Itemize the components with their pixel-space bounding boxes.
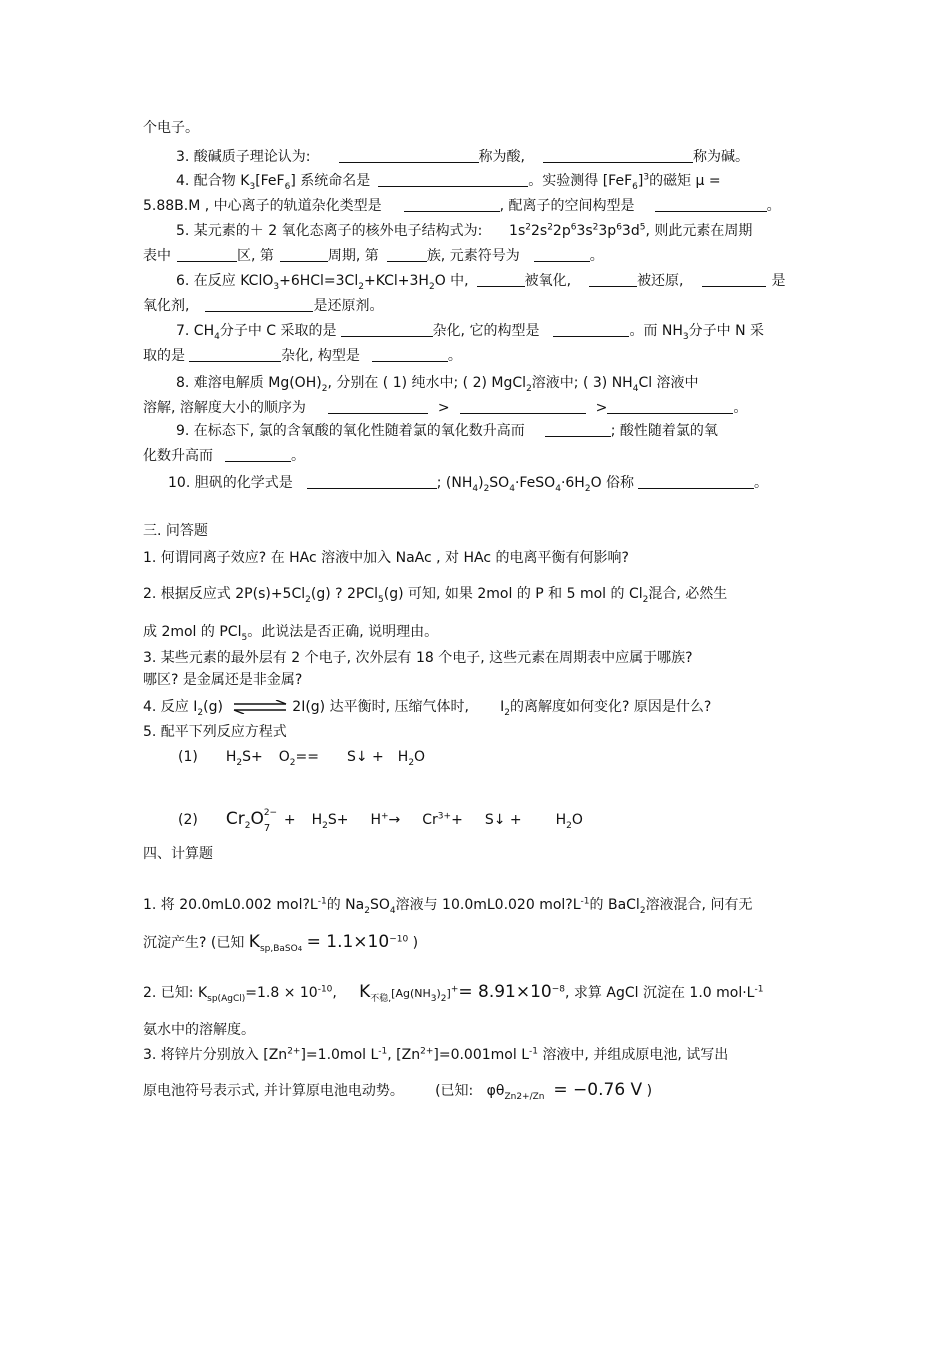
section-3-title: 三. 问答题 xyxy=(143,523,208,539)
question-7-line1: 7. $CH_4$分子中 C 采取的是 杂化, 它的构型是 。而 $NH_3$分子中 N 采 xyxy=(176,323,765,341)
question-10: 10. 胆矾的化学式是 ; $(NH_4)_2SO_4\cdot FeSO_4\cdot 6H_2O$ 俗称 。 xyxy=(168,475,769,493)
section-4-q2-line2: 氨水中的溶解度。 xyxy=(143,1022,255,1038)
question-6-line1: 6. 在反应 $KClO_3+6HCl=3Cl_2+KCl+3H_2O$ 中, 被氧化, 被还原, 是 xyxy=(176,273,786,291)
section-3-q2-line2: 成 2mol 的 PCl$_5$。此说法是否正确, 说明理由。 xyxy=(143,624,439,642)
question-9-line1: 9. 在标态下, 氯的含氧酸的氧化性随着氯的氧化数升高而 ; 酸性随着氯的氧 xyxy=(176,423,718,439)
question-4-line1: 4. 配合物 $K_3[FeF_6]$ 系统命名是 。实验测得 $[FeF_6]^3$的磁矩 μ = xyxy=(176,172,721,191)
question-5-line1: 5. 某元素的＋ 2 氧化态离子的核外电子结构式为: $1s^22s^22p^63s^23p^63d^5$, 则此元素在周期 xyxy=(176,222,753,239)
question-7-line2: 取的是 杂化, 构型是 。 xyxy=(143,348,462,364)
section-4-q3-line2: 原电池符号表示式, 并计算原电池电动势。 (已知: $\varphi\theta_{Zn2+/Zn} = -0.76$ V ) xyxy=(143,1080,653,1102)
section-3-q1: 1. 何谓同离子效应? 在 HAc 溶液中加入 NaAc , 对 HAc 的电离平衡有何影响? xyxy=(143,550,629,566)
question-4-line2: 5.88B.M , 中心离子的轨道杂化类型是 , 配离子的空间构型是 。 xyxy=(143,198,781,214)
question-8-line1: 8. 难溶电解质 $Mg(OH)_2$, 分别在 ( 1) 纯水中; ( 2) MgCl$_2$溶液中; ( 3) $NH_4Cl$ 溶液中 xyxy=(176,375,699,393)
section-3-q3-line1: 3. 某些元素的最外层有 2 个电子, 次外层有 18 个电子, 这些元素在周期表中应属于哪族? xyxy=(143,650,693,666)
question-9-line2: 化数升高而 。 xyxy=(143,448,305,464)
section-4-q1-line1: 1. 将 20.0mL0.002 $mol?L^{-1}$的 $Na_2SO_4$溶液与 10.0mL0.020 $mol?L^{-1}$的 BaCl$_2$溶液混合, 问有无 xyxy=(143,896,753,915)
equilibrium-arrow-icon xyxy=(232,700,288,714)
line-continuation: 个电子。 xyxy=(143,120,199,136)
question-5-line2: 表中 区, 第 周期, 第 族, 元素符号为 。 xyxy=(143,248,604,264)
section-3-q3-line2: 哪区? 是金属还是非金属? xyxy=(143,672,303,688)
section-3-q5: 5. 配平下列反应方程式 xyxy=(143,724,287,740)
equation-2: (2) $Cr_2O$ 2− 7 + $H_2S+ H^+\to Cr^{3+}+$ S↓ + $H_2O$ xyxy=(178,808,583,833)
section-3-q2-line1: 2. 根据反应式 $2P(s)+5Cl_2(g)$ ? 2PCl$_5$(g) 可知, 如果 2mol 的 P 和 5 mol 的 $Cl_2$混合, 必然生 xyxy=(143,586,728,604)
equation-1: (1) $H_2S+ O_2==$ S↓ + $H_2O$ xyxy=(178,749,426,767)
section-4-q1-line2: 沉淀产生? (已知 $K_{sp,BaSO4} = 1.1\times 10^{-10}$ ) xyxy=(143,932,419,954)
question-8-line2: 溶解, 溶解度大小的顺序为 > > 。 xyxy=(143,400,748,416)
section-4-q3-line1: 3. 将锌片分别放入 $[Zn^{2+}]=1.0mol$ $L^{-1}$, $[Zn^{2+}]=0.001mol$ $L^{-1}$ 溶液中, 并组成原电池, 试写出 xyxy=(143,1046,729,1063)
question-6-line2: 氧化剂, 是还原剂。 xyxy=(143,298,384,314)
section-4-q2-line1: 2. 已知: $K_{sp(AgCl)}=1.8 \times 10^{-10}$, $K_{不稳,}[Ag(NH_3)_2]^+= 8.91\times 10^{-8}$, 求算 AgCl 沉淀在 1.0 $mol\cdot L^{-1}$ xyxy=(143,982,764,1004)
question-3: 3. 酸碱质子理论认为: 称为酸, 称为碱。 xyxy=(176,149,749,165)
section-3-q4: 4. 反应 $I_2(g)$ 2I(g) 达平衡时, 压缩气体时, $I_2$的离解度如何变化? 原因是什么? xyxy=(143,699,712,717)
section-4-title: 四、计算题 xyxy=(143,846,213,862)
